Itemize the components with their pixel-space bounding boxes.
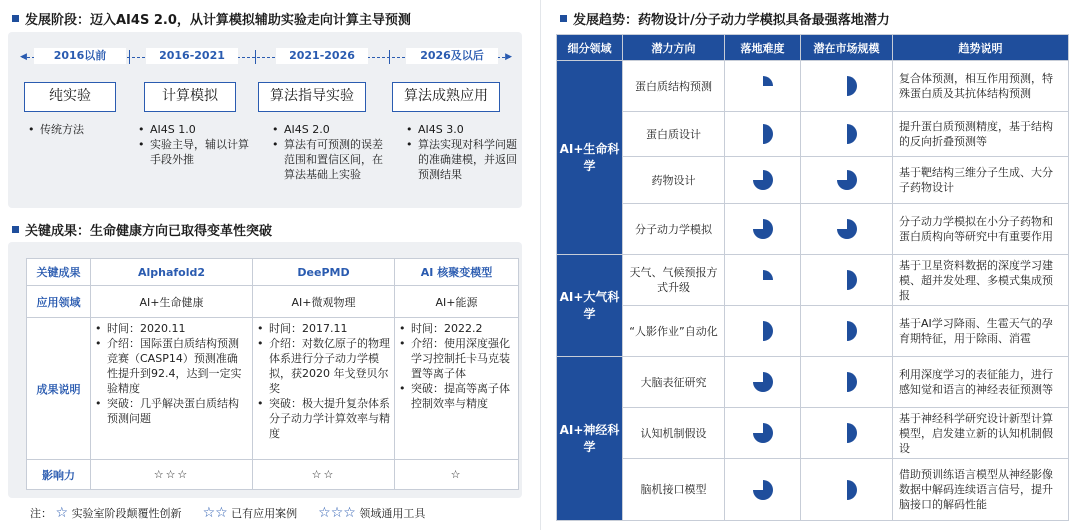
stage-year: 2016-2021 [146, 48, 238, 64]
difficulty-pie-icon [725, 255, 801, 306]
difficulty-pie-icon [725, 157, 801, 204]
legend-note: 注： ☆ 实验室阶段颠覆性创新 ☆☆ 已有应用案例 ☆☆☆ 领域通用工具 [30, 505, 426, 521]
trend-description: 基于神经科学研究设计新型计算模型，启发建立新的认知机制假设 [893, 408, 1069, 459]
market-pie-icon [801, 306, 893, 357]
list-item: • AI4S 2.0 [272, 122, 390, 137]
list-item: • 实验主导，辅以计算手段外推 [138, 137, 256, 167]
difficulty-pie-icon [725, 357, 801, 408]
star-icon: ☆☆☆ [91, 460, 253, 490]
list-item: • 介绍：国际蛋白质结构预测竞赛（CASP14）预测准确性提升到92.4，达到一定实验精度 [95, 336, 248, 396]
result-description [91, 318, 253, 460]
results-section-title: 关键成果：生命健康方向已取得变革性突破 [12, 220, 272, 239]
result-field: AI+能源 [395, 286, 519, 318]
direction-cell: 蛋白质结构预测 [623, 61, 725, 112]
table-row [557, 61, 1069, 112]
table-row [557, 204, 1069, 255]
legend-label: 已有应用案例 [231, 507, 298, 520]
column-header: 潜在市场规模 [801, 35, 893, 61]
row-label: 成果说明 [27, 318, 91, 460]
column-header: 落地难度 [725, 35, 801, 61]
stage-points [138, 122, 256, 167]
stage-name: 计算模拟 [144, 82, 236, 112]
star-icon: ☆☆☆ [318, 505, 356, 521]
arrow-right-icon: ▶ [505, 52, 512, 62]
market-pie-icon [801, 61, 893, 112]
direction-cell: 天气、气候预报方式升级 [623, 255, 725, 306]
result-name: Alphafold2 [91, 259, 253, 286]
difficulty-pie-icon [725, 459, 801, 521]
table-row [557, 357, 1069, 408]
market-pie-icon [801, 459, 893, 521]
direction-cell: 药物设计 [623, 157, 725, 204]
result-name: DeePMD [253, 259, 395, 286]
list-item: • 介绍：使用深度强化学习控制托卡马克装置等离子体 [399, 336, 514, 381]
panel-divider [540, 0, 541, 530]
trend-description: 基于AI学习降雨、生雹天气的孕育期特征，用于除雨、消雹 [893, 306, 1069, 357]
trend-description: 提升蛋白质预测精度，基于结构的反向折叠预测等 [893, 112, 1069, 157]
difficulty-pie-icon [725, 306, 801, 357]
market-pie-icon [801, 357, 893, 408]
timeline-tick [129, 50, 130, 64]
table-row [557, 157, 1069, 204]
column-header: 潜力方向 [623, 35, 725, 61]
domain-cell: AI+神经科学 [557, 357, 623, 521]
direction-cell: 大脑表征研究 [623, 357, 725, 408]
star-icon: ☆☆ [202, 505, 228, 521]
difficulty-pie-icon [725, 204, 801, 255]
stage-name: 纯实验 [24, 82, 116, 112]
trend-table [556, 34, 1069, 521]
direction-cell: 认知机制假设 [623, 408, 725, 459]
stage-year: 2016以前 [34, 48, 126, 64]
difficulty-pie-icon [725, 112, 801, 157]
section-bullet-icon [12, 15, 19, 22]
list-item: • 传统方法 [28, 122, 146, 137]
market-pie-icon [801, 204, 893, 255]
arrow-left-icon: ◀ [20, 52, 27, 62]
list-item: • 时间：2017.11 [257, 321, 390, 336]
stage-year: 2021-2026 [276, 48, 368, 64]
star-icon: ☆☆ [253, 460, 395, 490]
star-icon: ☆ [55, 505, 69, 521]
star-icon: ☆ [395, 460, 519, 490]
section-bullet-icon [560, 15, 567, 22]
row-label: 影响力 [27, 460, 91, 490]
section-bullet-icon [12, 226, 19, 233]
column-header: 细分领域 [557, 35, 623, 61]
stage-points [272, 122, 390, 182]
trend-description: 利用深度学习的表征能力，进行感知觉和语言的神经表征预测等 [893, 357, 1069, 408]
legend-label: 实验室阶段颠覆性创新 [71, 507, 182, 520]
row-label: 应用领域 [27, 286, 91, 318]
table-row [557, 408, 1069, 459]
list-item: • 算法有可预测的误差范围和置信区间，在算法基础上实验 [272, 137, 390, 182]
result-description [395, 318, 519, 460]
legend-label: 领域通用工具 [359, 507, 426, 520]
result-field: AI+生命健康 [91, 286, 253, 318]
result-field: AI+微观物理 [253, 286, 395, 318]
table-row [557, 459, 1069, 521]
list-item: • 突破：提高等离子体控制效率与精度 [399, 381, 514, 411]
table-row [557, 112, 1069, 157]
trend-description: 基于靶结构三维分子生成、大分子药物设计 [893, 157, 1069, 204]
timeline [20, 42, 517, 202]
market-pie-icon [801, 157, 893, 204]
stage-points [28, 122, 146, 137]
results-table [26, 258, 519, 490]
market-pie-icon [801, 408, 893, 459]
timeline-tick [255, 50, 256, 64]
stage-name: 算法成熟应用 [392, 82, 500, 112]
table-row [557, 255, 1069, 306]
list-item: • 时间：2020.11 [95, 321, 248, 336]
trend-section-title: 发展趋势：药物设计/分子动力学模拟具备最强落地潜力 [560, 9, 890, 28]
market-pie-icon [801, 112, 893, 157]
stage-section-title: 发展阶段：迈入AI4S 2.0，从计算模拟辅助实验走向计算主导预测 [12, 9, 411, 28]
trend-description: 基于卫星资料数据的深度学习建模、超并发处理、多模式集成预报 [893, 255, 1069, 306]
direction-cell: 脑机接口模型 [623, 459, 725, 521]
list-item: • AI4S 1.0 [138, 122, 256, 137]
list-item: • 算法实现对科学问题的准确建模，并返回预测结果 [406, 137, 524, 182]
table-row [557, 306, 1069, 357]
trend-description: 分子动力学模拟在小分子药物和蛋白质构向等研究中有重要作用 [893, 204, 1069, 255]
stage-year: 2026及以后 [406, 48, 498, 64]
list-item: • 突破：几乎解决蛋白质结构预测问题 [95, 396, 248, 426]
list-item: • AI4S 3.0 [406, 122, 524, 137]
domain-cell: AI+生命科学 [557, 61, 623, 255]
trend-description: 借助预训练语言模型从神经影像数据中解码连续语言信号，提升脑接口的解码性能 [893, 459, 1069, 521]
column-header: 趋势说明 [893, 35, 1069, 61]
stage-name: 算法指导实验 [258, 82, 366, 112]
domain-cell: AI+大气科学 [557, 255, 623, 357]
list-item: • 介绍：对数亿原子的物理体系进行分子动力学模拟，获2020 年戈登贝尔奖 [257, 336, 390, 396]
result-name: AI 核聚变模型 [395, 259, 519, 286]
direction-cell: 蛋白质设计 [623, 112, 725, 157]
trend-description: 复合体预测，相互作用预测，特殊蛋白质及其抗体结构预测 [893, 61, 1069, 112]
list-item: • 时间：2022.2 [399, 321, 514, 336]
market-pie-icon [801, 255, 893, 306]
list-item: • 突破：极大提升复杂体系分子动力学计算效率与精度 [257, 396, 390, 441]
difficulty-pie-icon [725, 61, 801, 112]
timeline-tick [389, 50, 390, 64]
row-label: 关键成果 [27, 259, 91, 286]
stage-points [406, 122, 524, 182]
direction-cell: “人影作业”自动化 [623, 306, 725, 357]
difficulty-pie-icon [725, 408, 801, 459]
direction-cell: 分子动力学模拟 [623, 204, 725, 255]
result-description [253, 318, 395, 460]
